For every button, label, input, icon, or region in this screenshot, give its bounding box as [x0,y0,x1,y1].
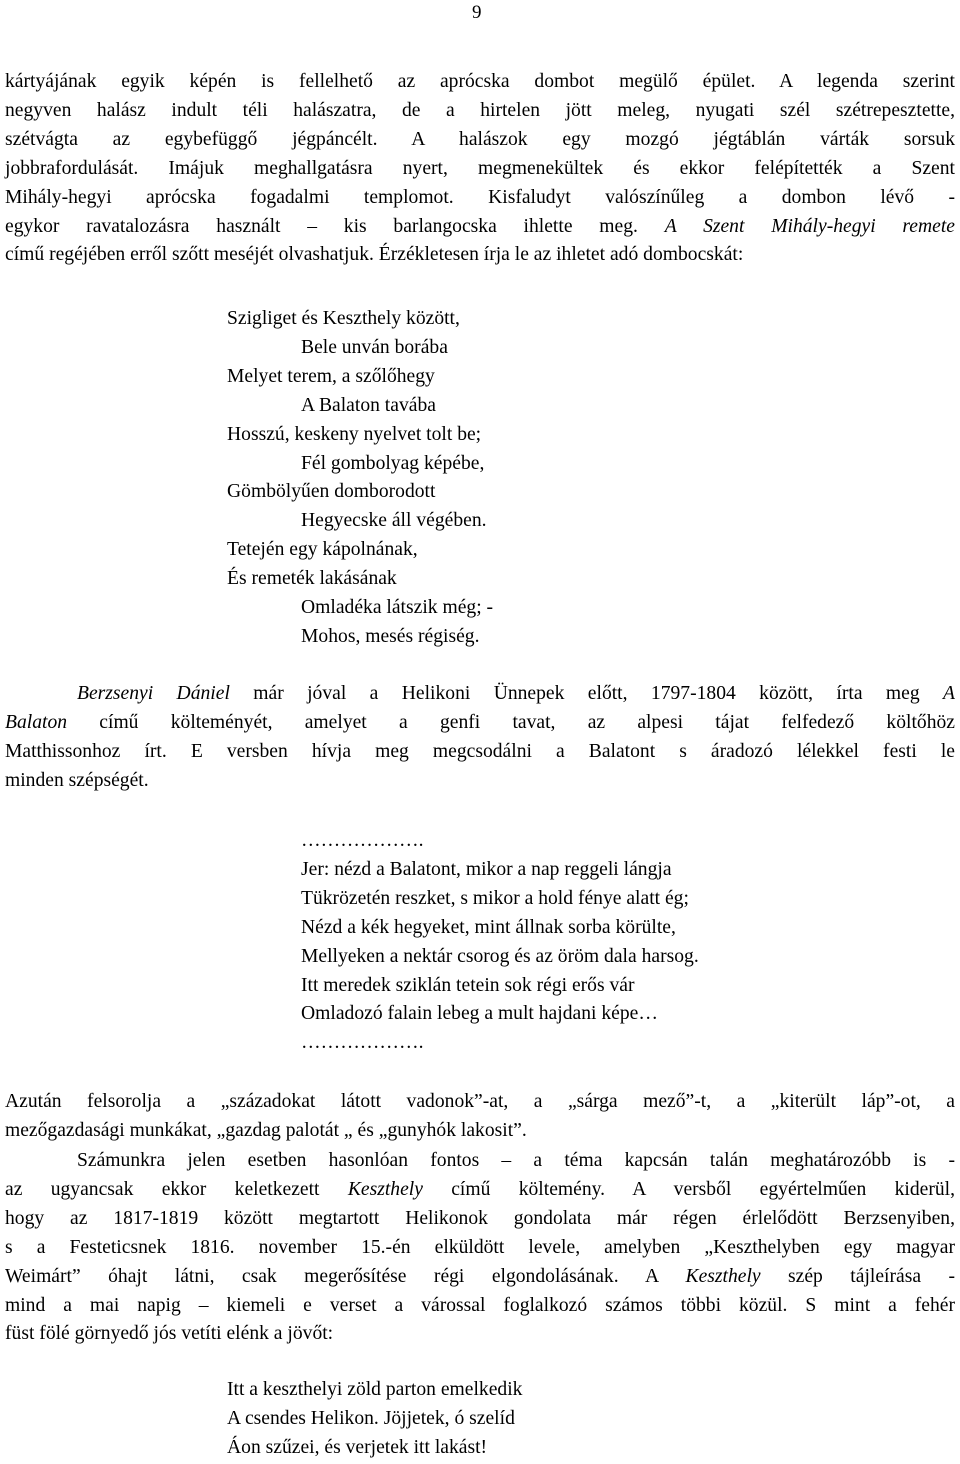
text-line: Mihály-hegyi aprócska fogadalmi templomot. Kisfaludyt valószínűleg a dombon lévő - [5,186,955,208]
text-line: című regéjében erről szőtt meséjét olvashatjuk. Érzékletesen írja le az ihletet adó dombocskát: [5,244,744,266]
text-line [5,680,955,709]
text-span: már jóval a Helikoni Ünnepek előtt, 1797-1804 között, írta meg [229,683,944,704]
text-line: mezőgazdasági munkákat, „gazdag palotát „ és „gunyhók lakosit”. [5,1119,527,1141]
poem-line: Jer: nézd a Balatont, mikor a nap reggeli lángja [301,858,672,880]
poem-line: Hegyecske áll végében. [301,510,487,532]
text-span: egykor ravatalozásra használt – kis barlangocska ihlette meg. [5,215,638,237]
work-title: A Szent Mihály-hegyi remete [664,215,955,237]
poem-line: Hosszú, keskeny nyelvet tolt be; [227,423,482,445]
paragraph-3 [5,1088,955,1146]
poem-line: És remeték lakásának [227,568,397,590]
poem-line: Nézd a kék hegyeket, mint állnak sorba körülte, [301,916,676,938]
text-line: s a Festeticsnek 1816. november 15.-én elküldött levele, amelyben „Keszthelyben egy magyar [5,1236,955,1258]
page-number: 9 [472,2,482,23]
poem-line: Fél gombolyag képébe, [301,452,485,474]
poem-line: Mellyeken a nektár csorog és az öröm dala harsog. [301,945,699,967]
work-title: Keszthely [347,1178,423,1200]
text-line [5,1176,955,1205]
text-line: mind a mai napig – kiemeli e verset a várossal foglalkozó számos többi közül. S mint a fehér [5,1294,955,1316]
text-line: negyven halász indult téli halászatra, de a hirtelen jött meleg, nyugati szél szétrepesztette, [5,99,955,121]
poem-line: A Balaton tavába [301,394,436,416]
text-span: szép tájleírása - [760,1265,955,1287]
poem-line: A csendes Helikon. Jöjjetek, ó szelíd [227,1407,515,1429]
poem-3 [227,1376,522,1463]
paragraph-2 [5,680,955,796]
poem-line: Melyet terem, a szőlőhegy [227,365,435,387]
poem-line: ………………. [301,830,424,851]
paragraph-4 [5,1147,955,1349]
poem-line: Itt a keszthelyi zöld parton emelkedik [227,1379,523,1400]
text-span: című költemény. A versből egyértelműen kiderül, [422,1178,955,1200]
text-line: jobbrafordulását. Imájuk meghallgatásra nyert, megmenekültek és ekkor felépítették a Szent [5,157,955,179]
poem-line: Omladozó falain lebeg a mult hajdani képe… [301,1003,658,1025]
text-line: kártyájának egyik képén is fellelhető az aprócska dombot megülő épület. A legenda szerint [5,71,955,92]
poem-line: Itt meredek sziklán tetein sok régi erős vár [301,974,635,996]
poem-line: ………………. [301,1032,424,1054]
work-title: Keszthely [685,1265,761,1287]
text-span: című költeményét, amelyet a genfi tavat, az alpesi tájat felfedező költőhöz [67,711,955,733]
text-line: füst fölé görnyedő jós vetíti elénk a jövőt: [5,1323,334,1345]
text-line: minden szépségét. [5,769,149,791]
poem-line: Tetején egy kápolnának, [227,539,418,561]
text-line [5,709,955,738]
paragraph-1 [5,68,955,270]
work-title: Balaton [5,711,68,733]
poem-line: Omladéka látszik még; - [301,597,494,619]
poem-line: Tükrözetén reszket, s mikor a hold fénye alatt ég; [301,887,689,909]
poem-2 [301,827,699,1058]
text-span: az ugyancsak ekkor keletkezett [5,1178,348,1200]
text-line [5,213,955,242]
text-line: hogy az 1817-1819 között megtartott Helikonok gondolata már régen érlelődött Berzsenyiben, [5,1207,955,1229]
text-span: Weimárt” óhajt látni, csak megerősítése régi elgondolásának. A [5,1265,686,1287]
work-title: A [943,683,956,704]
poem-line: Szigliget és Keszthely között, [227,308,460,329]
text-line: Azután felsorolja a „századokat látott vadonok”-at, a „sárga mező”-t, a „kiterült láp”-ot, a [5,1091,955,1112]
text-line: Számunkra jelen esetben hasonlóan fontos – a téma kapcsán talán meghatározóbb is - [77,1150,955,1171]
author-name: Berzsenyi Dániel [77,683,230,704]
text-line: Matthissonhoz írt. E versben hívja meg megcsodálni a Balatont s áradozó lélekkel festi le [5,740,955,762]
text-line [5,1263,955,1292]
poem-line: Áon szűzei, és verjetek itt lakást! [227,1436,488,1458]
poem-line: Gömbölyűen domborodott [227,481,436,503]
poem-line: Bele unván borába [301,336,448,358]
text-line: szétvágta az egybefüggő jégpáncélt. A halászok egy mozgó jégtáblán várták sorsuk [5,128,955,150]
poem-1 [227,305,493,652]
poem-line: Mohos, mesés régiség. [301,625,480,647]
